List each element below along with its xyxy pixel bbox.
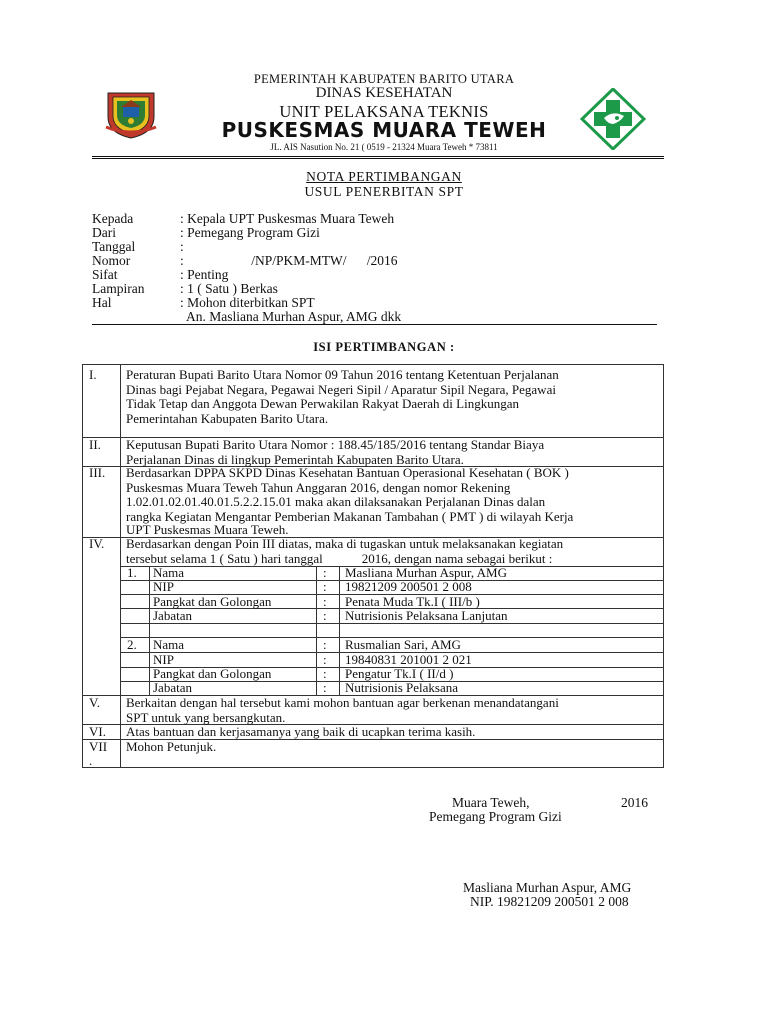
letterhead-puskesmas: PUSKESMAS MUARA TEWEH [221,118,547,142]
field-label: Sifat [92,267,118,282]
letterhead-rule-top [92,156,664,157]
person-label: NIP [153,651,174,667]
field-value: : 1 ( Satu ) Berkas [180,281,278,296]
field-value: : [180,239,184,254]
letterhead-unit: UNIT PELAKSANA TEKNIS [279,102,489,121]
item-number: IV. [89,536,105,551]
person-label: Pangkat dan Golongan [153,593,272,609]
person-separator: : [323,636,327,652]
item-text-line: Berdasarkan dengan Poin III diatas, maka di tugaskan untuk melaksanakan kegiatan [126,536,564,551]
document-title: NOTA PERTIMBANGAN [306,169,462,184]
item-number: V. [89,695,100,710]
field-label: Nomor [92,253,131,268]
signature-year: 2016 [621,795,648,810]
item-text-line: 1.02.01.02.01.40.01.5.2.2.15.01 maka akan dilaksanakan Perjalanan Dinas dalan [126,494,546,510]
field-value: : Kepala UPT Puskesmas Muara Teweh [180,211,395,226]
field-value: : /NP/PKM-MTW/ /2016 [180,253,398,268]
signature-place: Muara Teweh, [452,795,530,810]
person-label: NIP [153,579,174,594]
item-text-line: Dinas bagi Pejabat Negara, Pegawai Negeri Sipil / Aparatur Sipil Negara, Pegawai [126,381,556,397]
person-label: Pangkat dan Golongan [153,666,272,681]
person-value: Nutrisionis Pelaksana [345,680,459,695]
person-separator: : [323,565,327,580]
item-text-line: tersebut selama 1 ( Satu ) hari tanggal 2016, dengan nama sebagai berikut : [126,550,553,566]
person-separator: : [323,651,327,667]
person-separator: : [323,666,327,681]
item-text-line: rangka Kegiatan Mengantar Pemberian Makanan Tambahan ( PMT ) di wilayah Kerja [126,508,574,524]
field-label: Dari [92,225,116,240]
person-value: Penata Muda Tk.I ( III/b ) [345,593,480,609]
signature-role: Pemegang Program Gizi [429,809,562,824]
field-value: : Penting [180,267,229,282]
person-value: Rusmalian Sari, AMG [345,636,461,652]
item-number: VI. [89,724,106,739]
grid-line [339,566,340,695]
person-separator: : [323,680,327,695]
document-subtitle: USUL PENERBITAN SPT [304,184,464,199]
field-label: Kepada [92,211,134,226]
item-text-line: Berkaitan dengan hal tersebut kami mohon bantuan agar berkenan menandatangani [126,695,559,710]
item-text-line: SPT untuk yang bersangkutan. [126,709,286,725]
person-number: 2. [127,636,137,652]
field-value: An. Masliana Murhan Aspur, AMG dkk [180,309,402,324]
item-text-line: Perjalanan Dinas di lingkup Pemerintah Kabupaten Barito Utara. [126,451,464,467]
item-text-line: Atas bantuan dan kerjasamanya yang baik di ucapkan terima kasih. [126,724,476,739]
item-text-line: Tidak Tetap dan Anggota Dewan Perwakilan Rakyat Daerah di Lingkungan [126,396,519,412]
person-number: 1. [127,565,137,580]
letterhead-department: DINAS KESEHATAN [315,85,453,101]
person-value: Masliana Murhan Aspur, AMG [345,565,507,580]
field-label: Tanggal [92,239,136,254]
person-value: Pengatur Tk.I ( II/d ) [345,666,454,681]
item-text-line: Berdasarkan DPPA SKPD Dinas Kesehatan Bantuan Operasional Kesehatan ( BOK ) [126,465,569,480]
grid-line [316,566,317,695]
item-number: II. [89,437,101,452]
field-label: Lampiran [92,281,145,296]
person-separator: : [323,608,327,623]
person-value: Nutrisionis Pelaksana Lanjutan [345,608,508,623]
field-value: : Pemegang Program Gizi [180,225,320,240]
person-separator: : [323,593,327,609]
person-separator: : [323,579,327,594]
person-value: 19821209 200501 2 008 [345,579,472,594]
person-label: Jabatan [153,608,192,623]
consideration-table [82,364,664,768]
item-text-line: UPT Puskesmas Muara Teweh. [126,522,289,538]
item-number: I. [89,367,97,382]
signature-nip: NIP. 19821209 200501 2 008 [470,894,629,909]
field-label: Hal [92,295,112,310]
item-text-line: Mohon Petunjuk. [126,739,217,754]
grid-line [149,566,150,695]
section-heading: ISI PERTIMBANGAN : [313,340,455,354]
item-number: III. [89,465,106,480]
item-text-line: Peraturan Bupati Barito Utara Nomor 09 Tahun 2016 tentang Ketentuan Perjalanan [126,367,559,382]
item-number-suffix: . [89,753,93,768]
person-label: Nama [153,565,185,580]
item-text-line: Puskesmas Muara Teweh Tahun Anggaran 2016, dengan nomor Rekening [126,479,511,495]
header-rule [92,324,657,325]
letterhead-rule-bottom [92,158,664,159]
item-number: VII [89,739,108,754]
person-label: Jabatan [153,680,192,695]
field-value: : Mohon diterbitkan SPT [180,295,315,310]
item-text-line: Pemerintahan Kabupaten Barito Utara. [126,410,329,426]
person-value: 19840831 201001 2 021 [345,651,472,667]
signature-name: Masliana Murhan Aspur, AMG [463,880,632,895]
person-label: Nama [153,636,185,652]
item-text-line: Keputusan Bupati Barito Utara Nomor : 188.45/185/2016 tentang Standar Biaya [126,437,545,452]
letterhead-government: PEMERINTAH KABUPATEN BARITO UTARA [253,72,515,86]
letterhead-address: JL. AIS Nasution No. 21 ( 0519 - 21324 Muara Teweh * 73811 [270,142,498,152]
